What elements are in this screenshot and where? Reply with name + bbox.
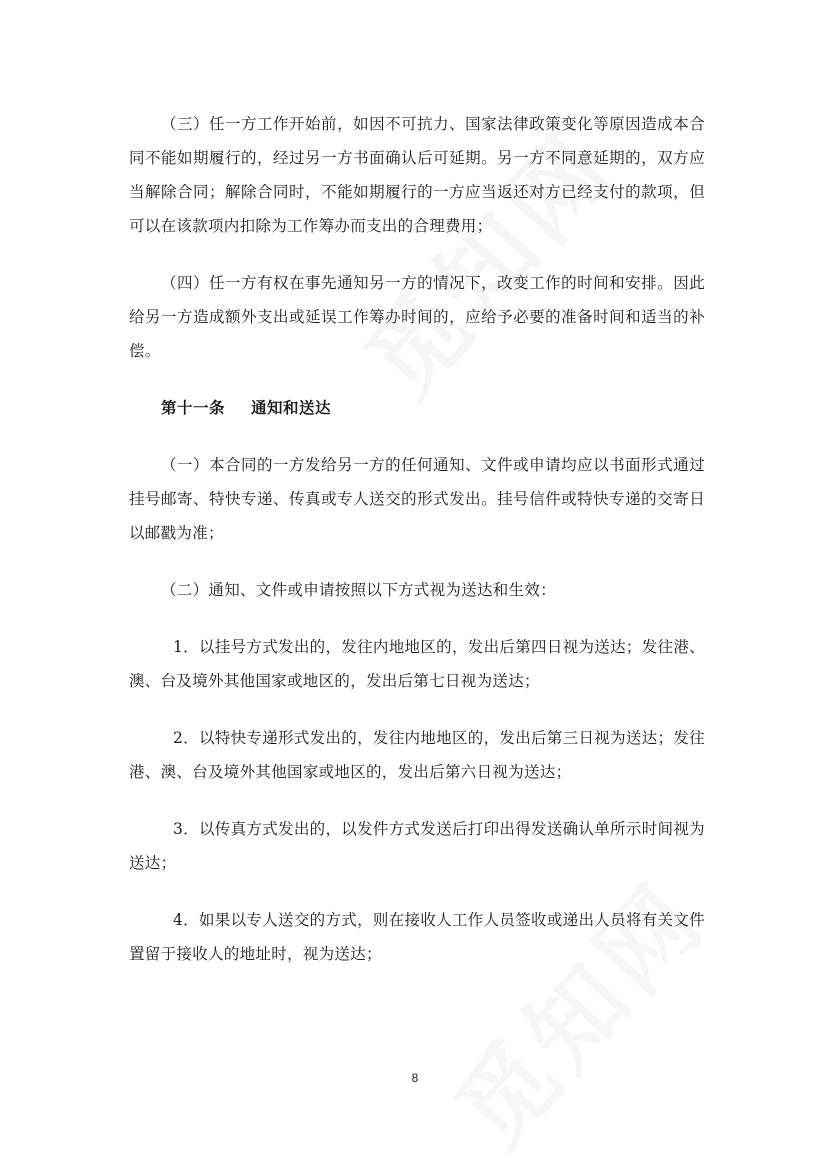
delivery-rule-4: 4．如果以专人送交的方式，则在接收人工作人员签收或递出人员将有关文件置留于接收人的地址时，视为送达；	[129, 911, 705, 963]
section-title: 通知和送达	[251, 399, 332, 417]
clause-paragraph-3: （三）任一方工作开始前，如因不可抗力、国家法律政策变化等原因造成本合同不能如期履行的，经过另一方书面确认后可延期。另一方不同意延期的，双方应当解除合同；解除合同时，不能如期履行的一方应当返还对方已经支付的款项，但可以在该款项内扣除为工作筹办而支出的合理费用；	[129, 115, 705, 235]
document-body	[129, 107, 705, 994]
section-number: 第十一条	[161, 399, 226, 417]
page-number: 8	[411, 1071, 419, 1085]
clause-paragraph-4: （四）任一方有权在事先通知另一方的情况下，改变工作的时间和安排。因此给另一方造成额外支出或延误工作筹办时间的，应给予必要的准备时间和适当的补偿。	[129, 274, 705, 360]
notice-paragraph-2: （二）通知、文件或申请按照以下方式视为送达和生效：	[161, 581, 557, 599]
section-heading	[129, 391, 705, 425]
delivery-rule-1: 1．以挂号方式发出的，发往内地地区的，发出后第四日视为送达；发往港、澳、台及境外其他国家或地区的，发出后第七日视为送达；	[129, 638, 705, 690]
notice-paragraph-1: （一）本合同的一方发给另一方的任何通知、文件或申请均应以书面形式通过挂号邮寄、特快专递、传真或专人送交的形式发出。挂号信件或特快专递的交寄日以邮戳为准；	[129, 456, 705, 542]
delivery-rule-2: 2．以特快专递形式发出的，发往内地地区的，发出后第三日视为送达；发往港、澳、台及境外其他国家或地区的，发出后第六日视为送达；	[129, 729, 705, 781]
delivery-rule-3: 3．以传真方式发出的，以发件方式发送后打印出得发送确认单所示时间视为送达；	[129, 820, 705, 872]
